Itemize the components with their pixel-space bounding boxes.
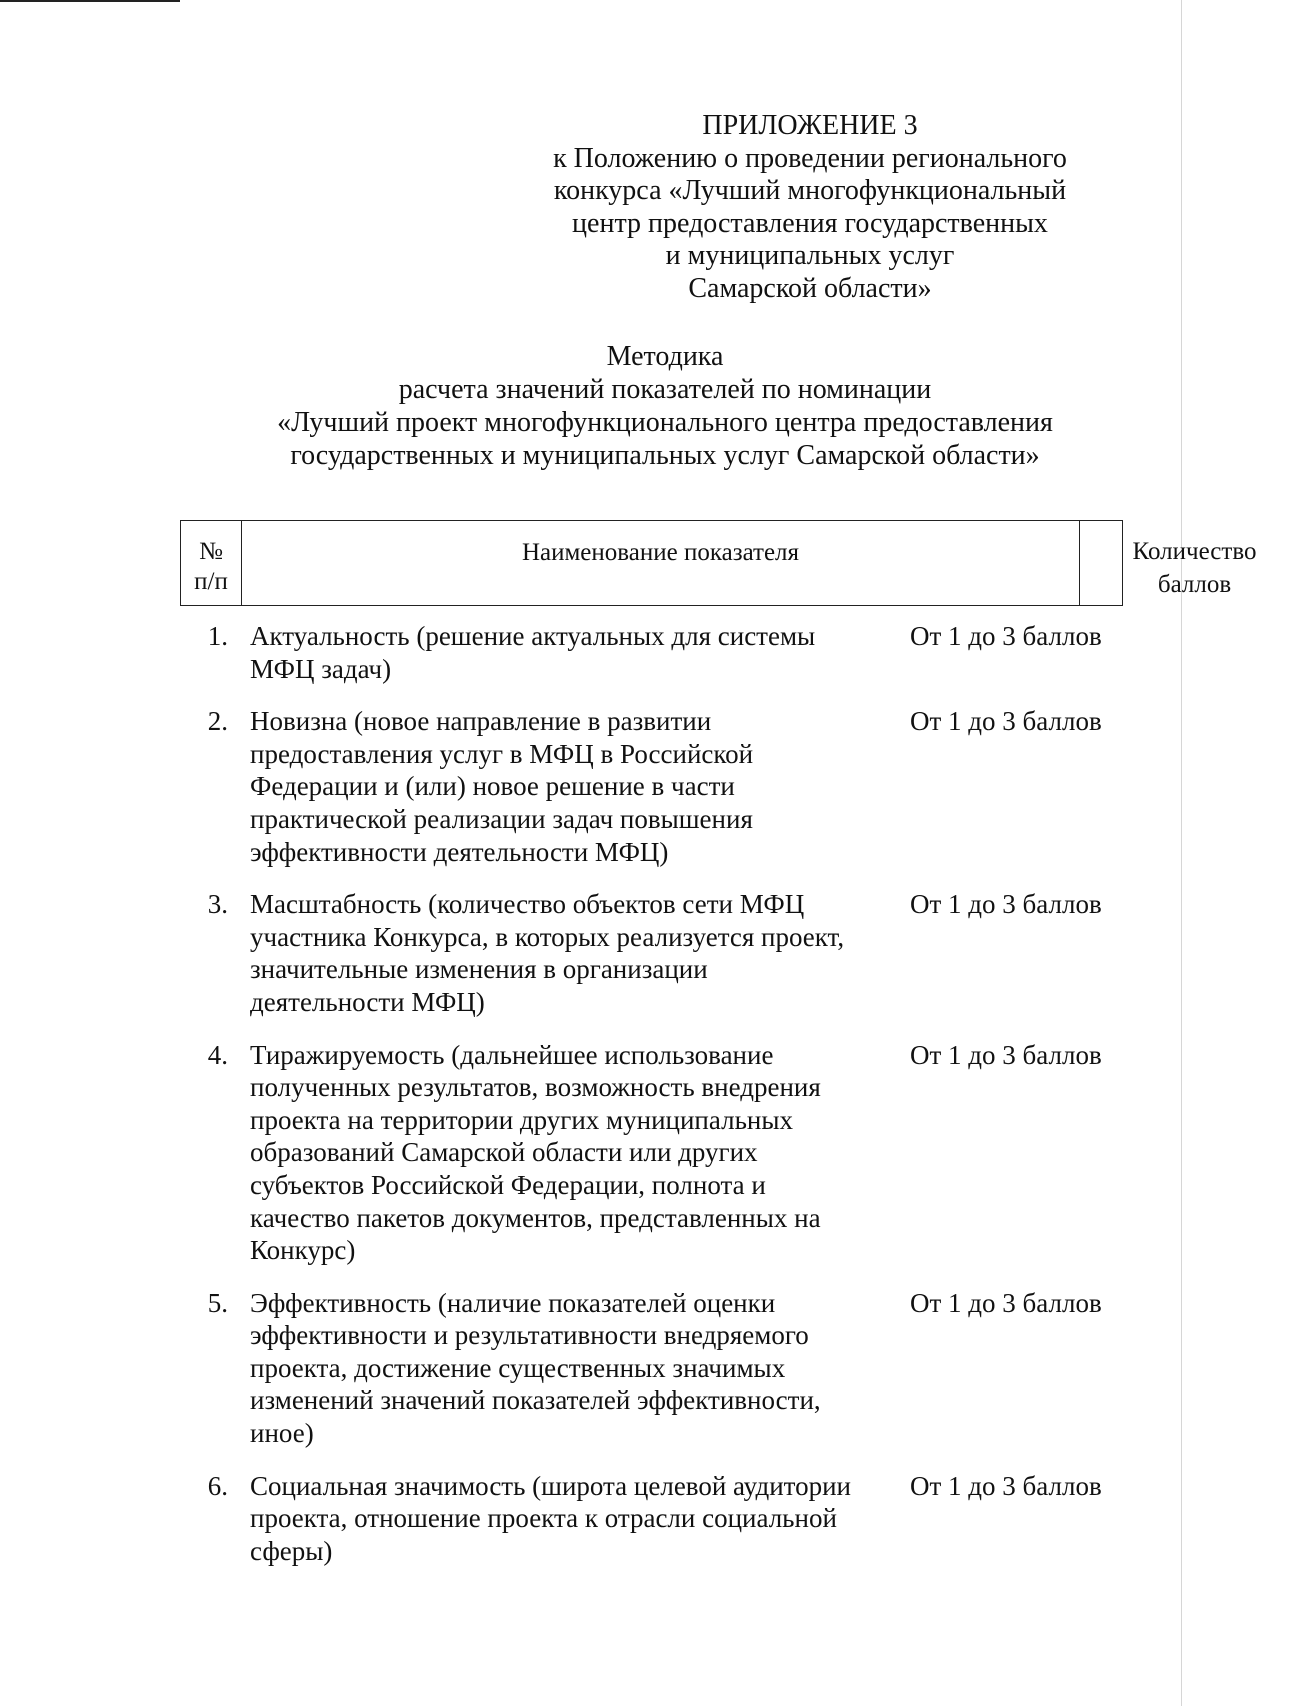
header-number-abbr: п/п	[194, 568, 228, 595]
row-text-line: проекта, достижение существенных значимых	[250, 1352, 786, 1383]
row-text-line: изменений значений показателей эффективности,	[250, 1385, 821, 1416]
annex-line: к Положению о проведении регионального	[553, 142, 1067, 174]
annex-heading	[530, 110, 1090, 305]
row-text-line: Социальная значимость (широта целевой аудитории	[250, 1470, 852, 1501]
row-text-line: Федерации и (или) новое решение в части	[250, 771, 735, 802]
row-text-line: сферы)	[250, 1535, 333, 1566]
row-text-line: участника Конкурса, в которых реализуется проект,	[250, 921, 845, 952]
row-text-line: качество пакетов документов, представленных на	[250, 1202, 821, 1233]
row-text-line: полученных результатов, возможность внедрения	[250, 1072, 821, 1103]
row-text-line: практической реализации задач повышения	[250, 803, 753, 834]
scan-artifact-top-line	[0, 0, 180, 2]
row-text-line: Новизна (новое направление в развитии	[250, 706, 712, 737]
row-text-line: Актуальность (решение актуальных для системы	[250, 621, 816, 651]
annex-line: конкурса «Лучший многофункциональный	[553, 175, 1067, 206]
table-row	[180, 705, 1120, 868]
table-row	[180, 888, 1120, 1018]
row-score: От 1 до 3 баллов	[910, 1039, 1102, 1070]
row-text-line: значительные изменения в организации	[250, 954, 708, 985]
row-text-line: проекта на территории других муниципальных	[250, 1104, 793, 1135]
header-number-symbol: №	[199, 538, 223, 565]
header-name-cell: Наименование показателя	[521, 539, 800, 566]
annex-title: ПРИЛОЖЕНИЕ 3	[702, 110, 918, 141]
row-indicator-text	[250, 888, 870, 1018]
row-number: 3.	[207, 889, 228, 920]
header-score-line: баллов	[1157, 571, 1232, 598]
row-text-line: субъектов Российской Федерации, полнота и	[250, 1169, 766, 1200]
row-text-line: иное)	[250, 1418, 314, 1449]
table-header	[180, 520, 1257, 606]
row-number: 5.	[207, 1287, 228, 1318]
row-score: От 1 до 3 баллов	[910, 1287, 1102, 1318]
row-text-line: эффективности деятельности МФЦ)	[250, 836, 669, 867]
method-title-block	[150, 340, 1180, 472]
annex-line: Самарской области»	[688, 272, 932, 304]
header-score-cell	[1079, 521, 1309, 605]
row-indicator-text	[250, 620, 870, 685]
annex-line: центр предоставления государственных	[572, 207, 1048, 239]
row-text-line: Масштабность (количество объектов сети МФЦ	[250, 889, 805, 920]
annex-line: и муниципальных услуг	[665, 240, 955, 271]
row-number: 6.	[207, 1470, 228, 1501]
row-indicator-text	[250, 705, 870, 868]
row-score: От 1 до 3 баллов	[910, 706, 1102, 737]
row-score: От 1 до 3 баллов	[910, 889, 1102, 920]
row-text-line: Конкурс)	[250, 1235, 356, 1266]
method-title: Методика	[606, 341, 724, 372]
row-indicator-text	[250, 1287, 870, 1450]
method-subtitle-line: государственных и муниципальных услуг Самарской области»	[290, 440, 1040, 471]
row-indicator-text	[250, 1470, 870, 1568]
method-subtitle-line: расчета значений показателей по номинации	[398, 374, 932, 405]
row-text-line: деятельности МФЦ)	[250, 986, 485, 1017]
row-text-line: Эффективность (наличие показателей оценки	[250, 1287, 776, 1318]
row-text-line: эффективности и результативности внедряемого	[250, 1320, 809, 1351]
indicator-list	[180, 620, 1120, 1587]
row-text-line: МФЦ задач)	[250, 653, 392, 684]
header-score-line: Количество	[1132, 538, 1257, 565]
row-text-line: образований Самарской области или других	[250, 1137, 758, 1168]
row-score: От 1 до 3 баллов	[910, 1470, 1102, 1501]
row-score: От 1 до 3 баллов	[910, 621, 1102, 651]
row-text-line: предоставления услуг в МФЦ в Российской	[250, 738, 754, 769]
row-text-line: Тиражируемость (дальнейшее использование	[250, 1039, 774, 1070]
row-number: 2.	[207, 706, 228, 737]
row-number: 4.	[207, 1039, 228, 1070]
row-indicator-text	[250, 1039, 870, 1267]
table-row	[180, 620, 1120, 685]
table-row	[180, 1287, 1120, 1450]
method-subtitle-line: «Лучший проект многофункционального центра предоставления	[277, 407, 1053, 438]
row-text-line: проекта, отношение проекта к отрасли социальной	[250, 1503, 837, 1534]
row-number: 1.	[207, 621, 228, 651]
scan-artifact-right-edge	[1181, 0, 1182, 1706]
table-row	[180, 1470, 1120, 1568]
table-row	[180, 1039, 1120, 1267]
header-number-cell	[181, 521, 242, 605]
